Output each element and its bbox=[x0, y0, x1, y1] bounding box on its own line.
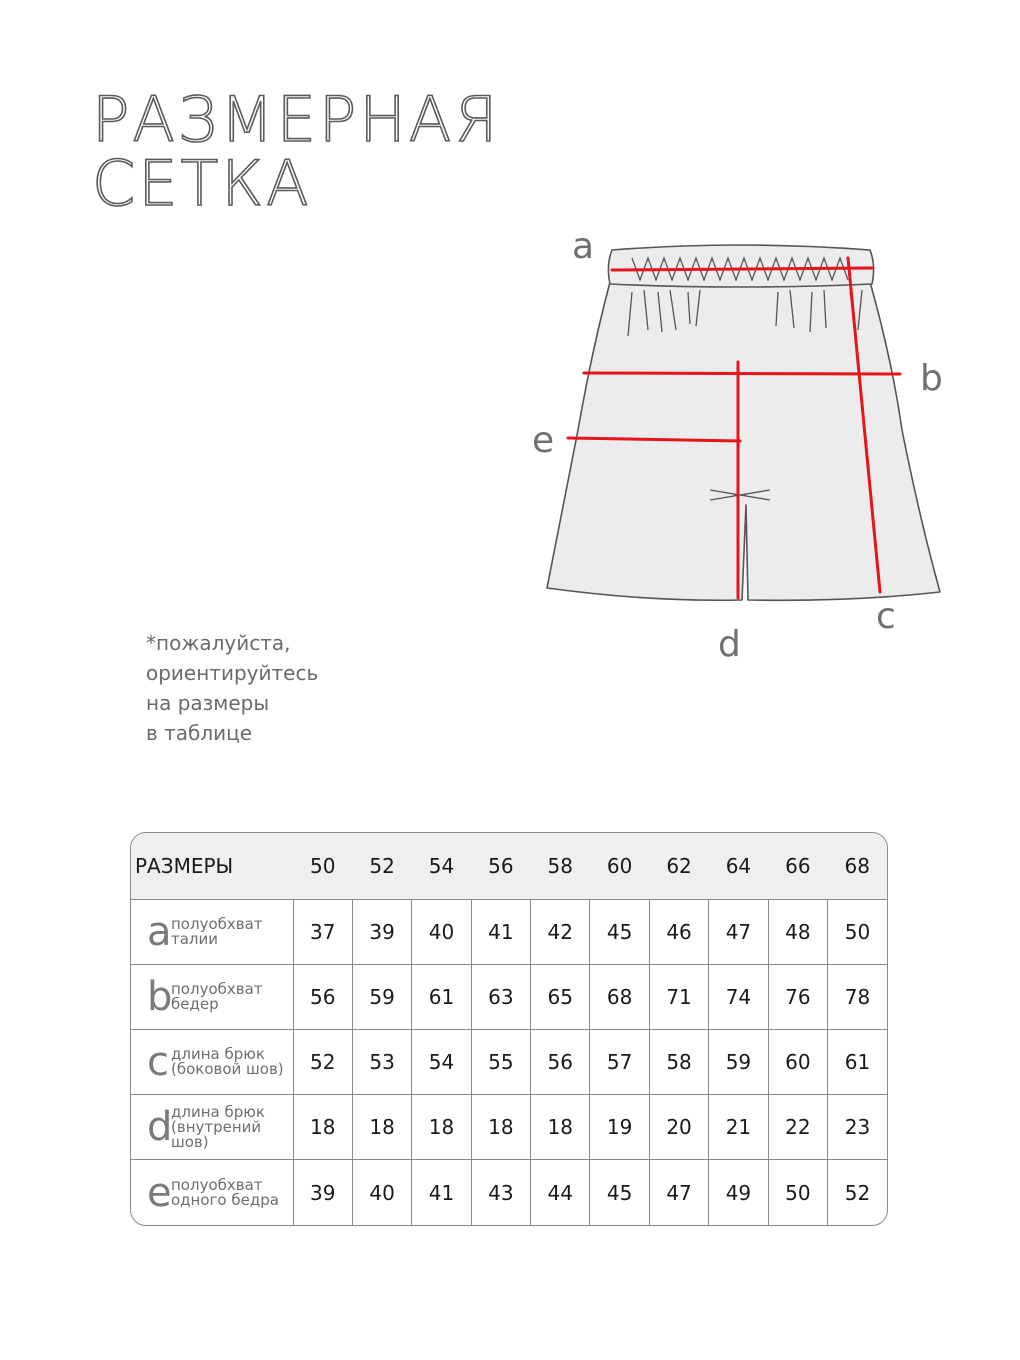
table-cell: 43 bbox=[471, 1160, 530, 1225]
note-line: в таблице bbox=[146, 721, 253, 745]
row-description-line: полуобхват bbox=[171, 979, 263, 998]
table-cell: 68 bbox=[590, 964, 649, 1029]
row-description-line: талии bbox=[171, 929, 219, 948]
note-line: *пожалуйста, bbox=[146, 631, 291, 655]
table-cell: 71 bbox=[649, 964, 708, 1029]
shorts-illustration bbox=[547, 245, 940, 600]
row-letter: c bbox=[147, 1038, 169, 1085]
table-cell: 21 bbox=[709, 1095, 768, 1160]
row-description bbox=[171, 1044, 284, 1078]
table-cell: 74 bbox=[709, 964, 768, 1029]
table-cell: 42 bbox=[531, 899, 590, 964]
row-letter: b bbox=[147, 973, 173, 1020]
measure-label-e: e bbox=[532, 420, 555, 461]
table-cell: 20 bbox=[649, 1095, 708, 1160]
table-cell: 65 bbox=[531, 964, 590, 1029]
table-cell: 18 bbox=[412, 1095, 471, 1160]
table-cell: 49 bbox=[709, 1160, 768, 1225]
table-cell: 45 bbox=[590, 1160, 649, 1225]
row-description-line: полуобхват bbox=[171, 914, 263, 933]
table-cell: 63 bbox=[471, 964, 530, 1029]
table-cell: 56 bbox=[531, 1029, 590, 1094]
table-cell: 45 bbox=[590, 899, 649, 964]
row-letter: a bbox=[147, 908, 172, 955]
table-cell: 59 bbox=[352, 964, 411, 1029]
table-cell: 37 bbox=[293, 899, 352, 964]
table-cell: 76 bbox=[768, 964, 827, 1029]
size-note bbox=[146, 628, 318, 748]
size-column-header: 62 bbox=[666, 853, 692, 878]
size-column-header: 64 bbox=[725, 853, 752, 878]
table-cell: 55 bbox=[471, 1029, 530, 1094]
table-cell: 18 bbox=[352, 1095, 411, 1160]
page-title bbox=[92, 83, 501, 220]
measure-label-b: b bbox=[920, 358, 943, 399]
table-cell: 60 bbox=[768, 1029, 827, 1094]
table-cell: 41 bbox=[412, 1160, 471, 1225]
table-cell: 61 bbox=[828, 1029, 887, 1094]
row-description-line: (внутрений bbox=[171, 1117, 262, 1136]
row-header bbox=[131, 1029, 293, 1094]
table-cell: 52 bbox=[293, 1029, 352, 1094]
table-cell: 40 bbox=[352, 1160, 411, 1225]
size-column-header: 56 bbox=[488, 853, 514, 878]
size-column-header: 52 bbox=[369, 853, 395, 878]
note-line: на размеры bbox=[146, 691, 270, 715]
table-cell: 41 bbox=[471, 899, 530, 964]
table-cell: 39 bbox=[293, 1160, 352, 1225]
table-cell: 46 bbox=[649, 899, 708, 964]
row-description-line: шов) bbox=[171, 1132, 209, 1151]
row-description-line: длина брюк bbox=[171, 1044, 265, 1063]
sizes-header-label: РАЗМЕРЫ bbox=[135, 853, 234, 878]
row-description-line: одного бедра bbox=[171, 1190, 279, 1209]
row-description bbox=[171, 1102, 265, 1151]
size-header-row bbox=[131, 833, 887, 899]
measure-label-a: a bbox=[572, 226, 595, 267]
title-line-1: РАЗМЕРНАЯ bbox=[92, 83, 501, 156]
table-cell: 53 bbox=[352, 1029, 411, 1094]
row-letter: d bbox=[147, 1104, 173, 1151]
table-cell: 47 bbox=[709, 899, 768, 964]
row-description bbox=[171, 914, 263, 948]
row-header bbox=[131, 964, 293, 1029]
table-row bbox=[131, 1095, 887, 1160]
table-cell: 56 bbox=[293, 964, 352, 1029]
table-cell: 54 bbox=[412, 1029, 471, 1094]
note-line: ориентируйтесь bbox=[146, 661, 319, 685]
table-cell: 22 bbox=[768, 1095, 827, 1160]
table-cell: 18 bbox=[471, 1095, 530, 1160]
table-cell: 44 bbox=[531, 1160, 590, 1225]
table-cell: 47 bbox=[649, 1160, 708, 1225]
size-column-header: 50 bbox=[309, 853, 336, 878]
table-row bbox=[131, 899, 887, 964]
size-table bbox=[130, 832, 888, 1226]
size-column-header: 54 bbox=[428, 853, 455, 878]
table-cell: 23 bbox=[828, 1095, 887, 1160]
table-cell: 18 bbox=[531, 1095, 590, 1160]
table-row bbox=[131, 1029, 887, 1094]
table-cell: 50 bbox=[828, 899, 887, 964]
row-header bbox=[131, 899, 293, 964]
size-column-header: 58 bbox=[547, 853, 573, 878]
shorts-measurement-diagram bbox=[520, 220, 960, 670]
table-cell: 59 bbox=[709, 1029, 768, 1094]
table-cell: 39 bbox=[352, 899, 411, 964]
table-cell: 18 bbox=[293, 1095, 352, 1160]
row-description bbox=[171, 979, 263, 1013]
row-description-line: длина брюк bbox=[171, 1102, 265, 1121]
table-cell: 58 bbox=[649, 1029, 708, 1094]
table-cell: 50 bbox=[768, 1160, 827, 1225]
table-cell: 78 bbox=[828, 964, 887, 1029]
table-cell: 57 bbox=[590, 1029, 649, 1094]
measure-label-d: d bbox=[718, 624, 741, 665]
measure-label-c: c bbox=[876, 596, 896, 637]
table-cell: 40 bbox=[412, 899, 471, 964]
size-column-header: 60 bbox=[606, 853, 633, 878]
row-header bbox=[131, 1160, 293, 1225]
size-column-header: 68 bbox=[844, 853, 870, 878]
table-cell: 61 bbox=[412, 964, 471, 1029]
table-cell: 48 bbox=[768, 899, 827, 964]
row-description-line: (боковой шов) bbox=[171, 1059, 284, 1078]
table-cell: 52 bbox=[828, 1160, 887, 1225]
row-description-line: бедер bbox=[171, 994, 219, 1013]
size-column-header: 66 bbox=[785, 853, 811, 878]
table-row bbox=[131, 964, 887, 1029]
title-line-2: СЕТКА bbox=[92, 147, 312, 220]
row-description-line: полуобхват bbox=[171, 1175, 263, 1194]
row-header bbox=[131, 1095, 293, 1160]
row-letter: e bbox=[147, 1169, 172, 1216]
table-row bbox=[131, 1160, 887, 1225]
row-description bbox=[171, 1175, 279, 1209]
table-cell: 19 bbox=[590, 1095, 649, 1160]
